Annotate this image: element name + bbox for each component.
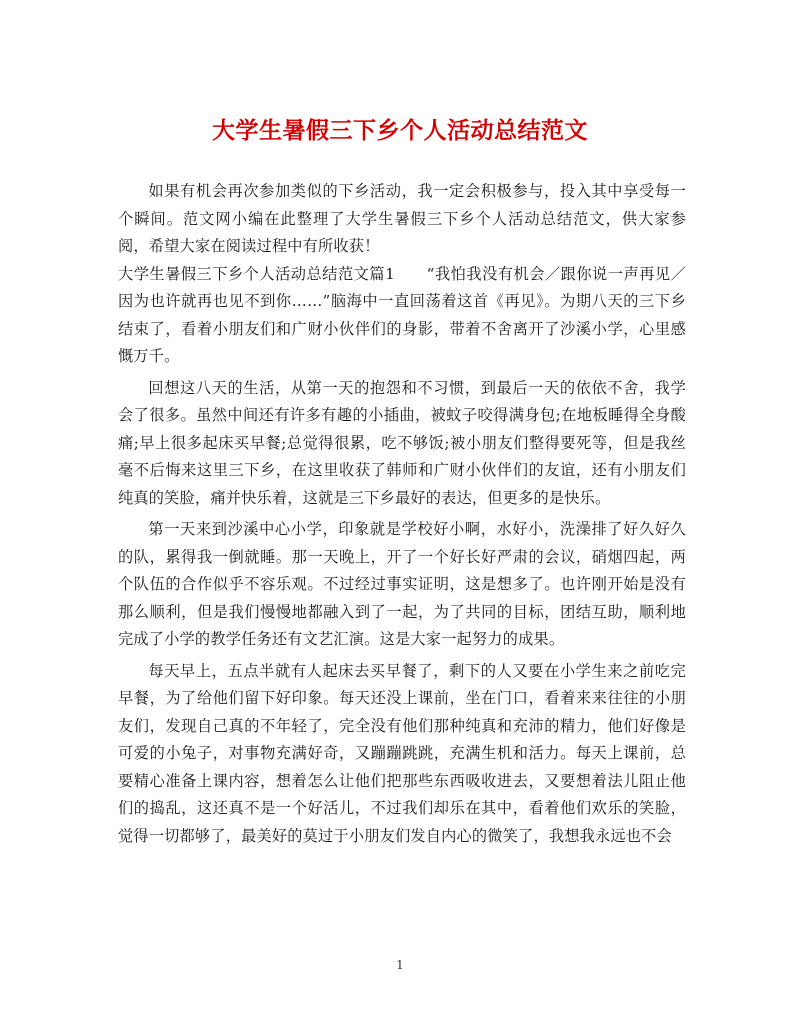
section-heading-paragraph: 大学生暑假三下乡个人活动总结范文篇1 “我怕我没有机会／跟你说一声再见／因为也许就再也见不到你……”脑海中一直回荡着这首《再见》。为期八天的三下乡结束了，看着小朋友们和广财小伙伴们的身影，带着不舍离开了沙溪小学，心里感慨万千。 xyxy=(118,264,686,365)
intro-paragraph: 如果有机会再次参加类似的下乡活动，我一定会积极参与，投入其中享受每一个瞬间。范文网小编在此整理了大学生暑假三下乡个人活动总结范文，供大家参阅，希望大家在阅读过程中有所收获！ xyxy=(118,182,686,255)
page-number: 1 xyxy=(396,958,404,972)
document-title: 大学生暑假三下乡个人活动总结范文 xyxy=(212,117,588,144)
body-paragraph: 回想这八天的生活，从第一天的抱怨和不习惯，到最后一天的依依不舍，我学会了很多。虽然中间还有许多有趣的小插曲，被蚊子咬得满身包;在地板睡得全身酸痛;早上很多起床买早餐;总觉得很累，吃不够饭;被小朋友们整得要死等，但是我丝毫不后悔来这里三下乡，在这里收获了韩师和广财小伙伴们的友谊，还有小朋友们纯真的笑脸，痛并快乐着，这就是三下乡最好的表达，但更多的是快乐。 xyxy=(118,378,686,507)
document-body xyxy=(118,178,686,850)
body-paragraph: 第一天来到沙溪中心小学，印象就是学校好小啊，水好小，洗澡排了好久好久的队，累得我一倒就睡。那一天晚上，开了一个好长好严肃的会议，硝烟四起，两个队伍的合作似乎不容乐观。不过经过事实证明，这是想多了。也许刚开始是没有那么顺利，但是我们慢慢地都融入到了一起，为了共同的目标，团结互助，顺利地完成了小学的教学任务还有文艺汇演。这是大家一起努力的成果。 xyxy=(118,520,686,648)
body-paragraph: 每天早上，五点半就有人起床去买早餐了，剩下的人又要在小学生来之前吃完早餐，为了给他们留下好印象。每天还没上课前，坐在门口，看着来来往往的小朋友们，发现自己真的不年轻了，完全没有他们那种纯真和充沛的精力，他们好像是可爱的小兔子，对事物充满好奇，又蹦蹦跳跳，充满生机和活力。每天上课前，总要精心准备上课内容，想着怎么让他们把那些东西吸收进去，又要想着法儿阻止他们的捣乱，这还真不是一个好活儿，不过我们却乐在其中，看着他们欢乐的笑脸，觉得一切都够了，最美好的莫过于小朋友们发自内心的微笑了，我想我永远也不会 xyxy=(118,661,686,845)
